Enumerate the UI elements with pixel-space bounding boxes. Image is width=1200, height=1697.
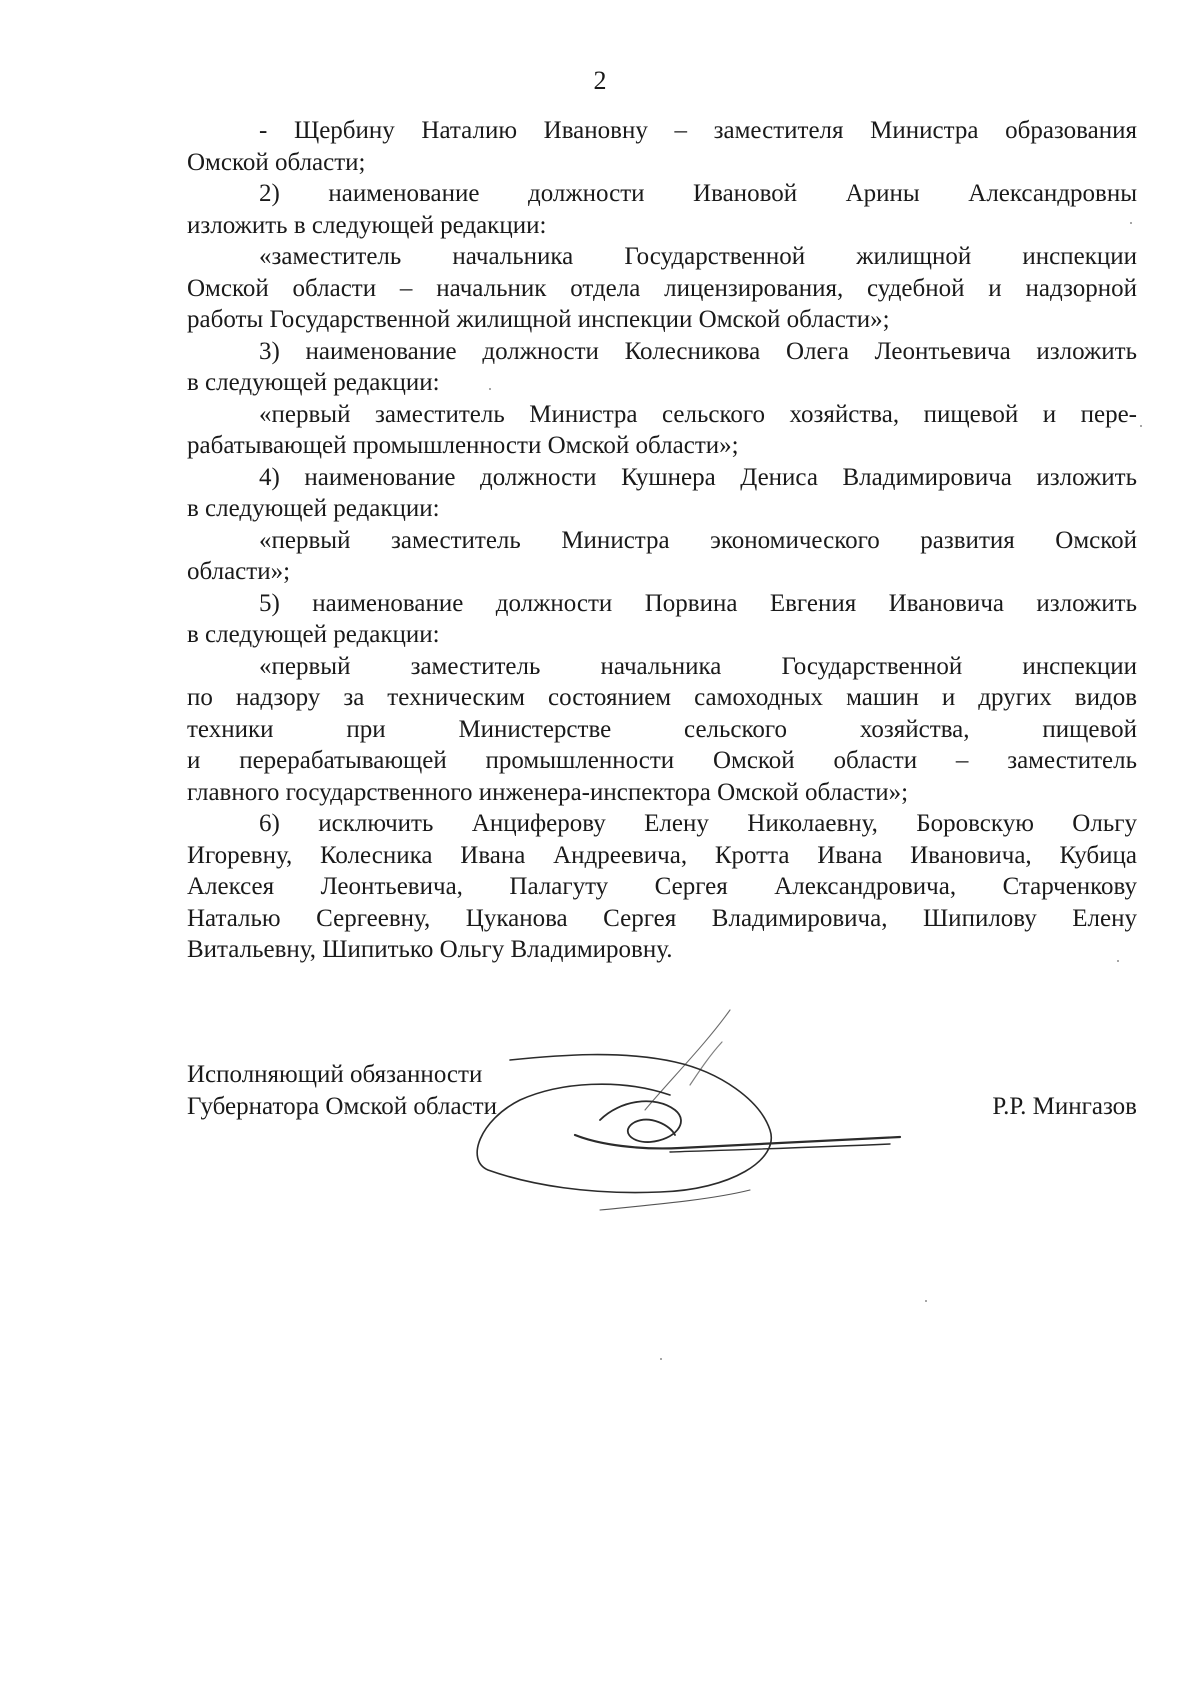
- text-line: техники при Министерстве сельского хозяйства, пищевой: [187, 715, 1137, 743]
- scan-speck: [1130, 222, 1132, 224]
- text-line: Алексея Леонтьевича, Палагуту Сергея Александровича, Старченкову: [187, 873, 1137, 900]
- signatory-name: Р.Р. Мингазов: [992, 1093, 1137, 1120]
- text-line: 3) наименование должности Колесникова Олега Леонтьевича изложить: [259, 337, 1137, 365]
- text-line: Омской области;: [187, 148, 366, 176]
- text-line: 5) наименование должности Порвина Евгения Ивановича изложить: [259, 589, 1137, 617]
- text-line: «первый заместитель Министра сельского хозяйства, пищевой и пере-: [259, 400, 1137, 428]
- text-line: и перерабатывающей промышленности Омской области – заместитель: [187, 747, 1137, 774]
- scan-speck: [1140, 425, 1142, 427]
- scan-speck: [1117, 960, 1119, 962]
- text-line: в следующей редакции:: [187, 621, 440, 648]
- text-line: Витальевну, Шипитько Ольгу Владимировну.: [187, 936, 673, 963]
- text-line: 6) исключить Анциферову Елену Николаевну, Боровскую Ольгу: [259, 810, 1137, 837]
- text-line: Наталью Сергеевну, Цуканова Сергея Владимировича, Шипилову Елену: [187, 904, 1137, 932]
- signature-stroke: [575, 1135, 900, 1148]
- text-line: области»;: [187, 558, 291, 585]
- text-line: изложить в следующей редакции:: [187, 211, 547, 239]
- text-line: в следующей редакции:: [187, 369, 440, 396]
- text-line: - Щербину Наталию Ивановну – заместителя Министра образования: [259, 117, 1137, 144]
- document-body: [187, 115, 1137, 966]
- text-line: в следующей редакции:: [187, 495, 440, 522]
- text-line: по надзору за техническим состоянием самоходных машин и других видов: [187, 684, 1137, 711]
- text-line: 4) наименование должности Кушнера Дениса Владимировича изложить: [259, 463, 1137, 491]
- text-line: «заместитель начальника Государственной жилищной инспекции: [259, 243, 1137, 270]
- page-number: 2: [593, 66, 607, 95]
- scan-speck: [489, 388, 491, 390]
- text-line: «первый заместитель Министра экономического развития Омской: [259, 526, 1137, 554]
- text-line: Игоревну, Колесника Ивана Андреевича, Кротта Ивана Ивановича, Кубица: [187, 841, 1137, 869]
- text-line: 2) наименование должности Ивановой Арины Александровны: [259, 180, 1137, 207]
- signatory-title-line-1: Исполняющий обязанности: [187, 1061, 483, 1088]
- scan-speck: [660, 1358, 662, 1360]
- text-line: Омской области – начальник отдела лицензирования, судебной и надзорной: [187, 274, 1137, 302]
- signature-block: [187, 1059, 1137, 1123]
- signature-stroke: [670, 1144, 890, 1152]
- scan-speck: [925, 1300, 927, 1302]
- text-line: работы Государственной жилищной инспекции Омской области»;: [187, 306, 890, 333]
- signatory-title-line-2: Губернатора Омской области: [187, 1093, 497, 1120]
- text-line: главного государственного инженера-инспектора Омской области»;: [187, 778, 909, 806]
- text-line: рабатывающей промышленности Омской области»;: [187, 432, 739, 459]
- text-line: «первый заместитель начальника Государственной инспекции: [259, 652, 1137, 680]
